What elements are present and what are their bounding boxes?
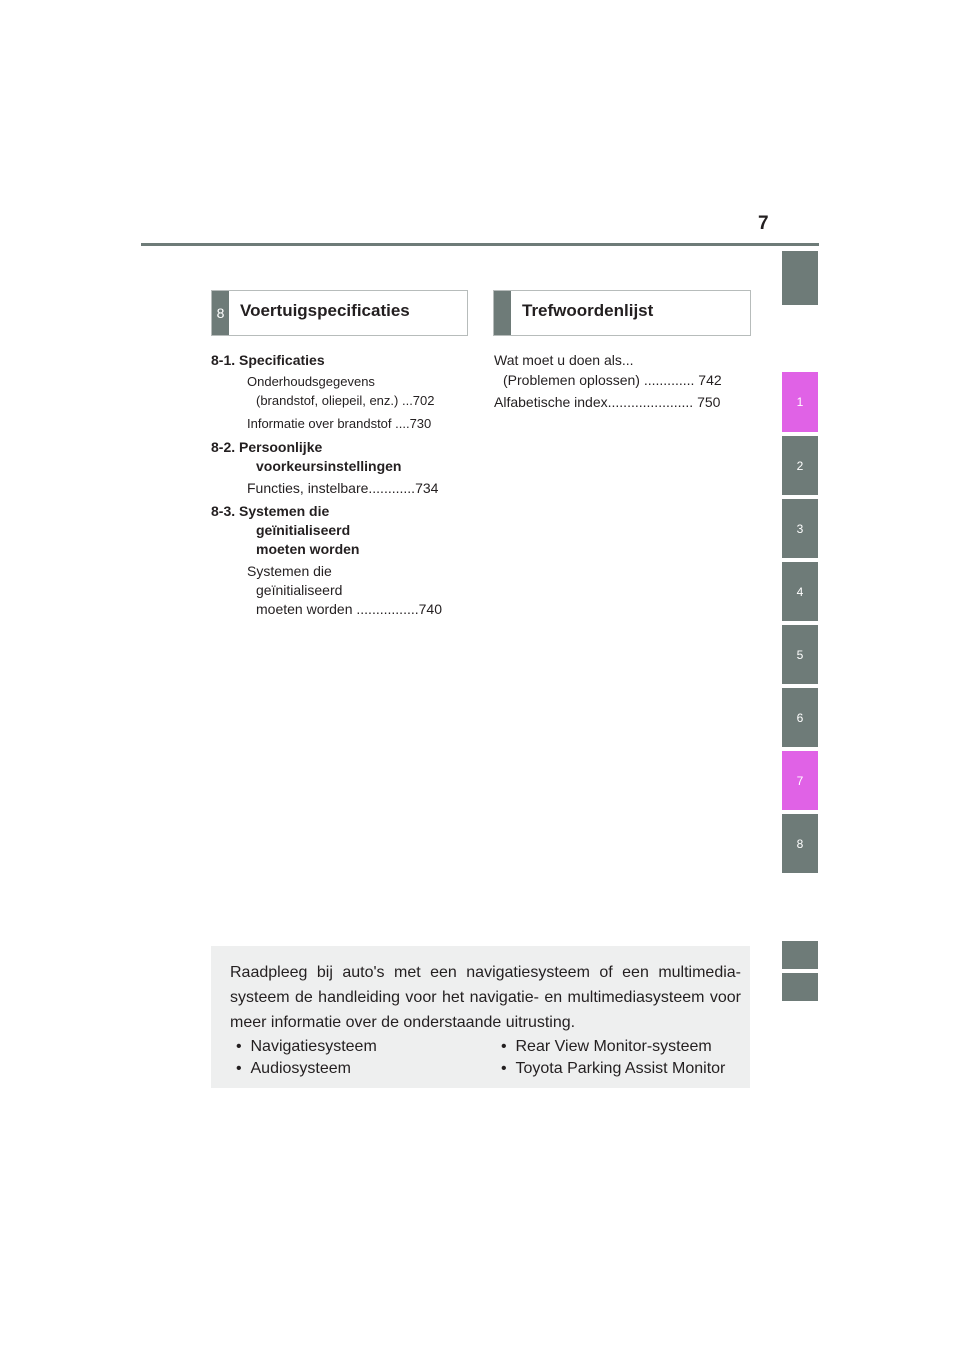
notice-text: Raadpleeg bij auto's met een navigatiesysteem of een multimedia-systeem de handleiding voor het navigatie- en multimediasysteem voor meer informatie over de onderstaande uitrusting. <box>230 964 741 1031</box>
chapter-tab-3[interactable]: 3 <box>782 499 818 558</box>
chapter-tab-8[interactable]: 8 <box>782 814 818 873</box>
bullet-item: • Audiosysteem <box>236 1060 351 1077</box>
toc-item-functies[interactable]: Functies, instelbare............734 <box>247 480 439 496</box>
top-rule <box>141 243 819 246</box>
toc-chapter-8-3[interactable]: 8-3. Systemen die <box>211 503 330 519</box>
toc-item-onderhoudsgegevens[interactable]: Onderhoudsgegevens <box>247 374 375 389</box>
chapter-tab-blank-top[interactable] <box>782 251 818 305</box>
toc-item-systemen-cont1: geïnitialiseerd <box>256 582 343 598</box>
chapter-tab-blank-b[interactable] <box>782 973 818 1001</box>
section-title: Trefwoordenlijst <box>522 301 654 320</box>
toc-chapter-8-2-cont: voorkeursinstellingen <box>256 458 402 474</box>
page-number: 7 <box>758 213 769 234</box>
toc-item-systemen-cont2: moeten worden ................740 <box>256 601 442 617</box>
chapter-tab-6[interactable]: 6 <box>782 688 818 747</box>
toc-item-onderhoudsgegevens-cont[interactable]: (brandstof, oliepeil, enz.) ...702 <box>256 393 435 408</box>
toc-chapter-8-1[interactable]: 8-1. Specificaties <box>211 352 325 368</box>
toc-item-alfabetische-index[interactable]: Alfabetische index...................... 750 <box>494 394 721 410</box>
section-title: Voertuigspecificaties <box>240 301 410 320</box>
toc-column-left <box>211 352 461 622</box>
chapter-tab-1[interactable]: 1 <box>782 372 818 432</box>
chapter-tab-4[interactable]: 4 <box>782 562 818 621</box>
section-marker <box>494 291 511 335</box>
toc-item-informatie-brandstof[interactable]: Informatie over brandstof ....730 <box>247 416 432 431</box>
toc-item-systemen[interactable]: Systemen die <box>247 563 332 579</box>
section-header-voertuigspecificaties <box>211 290 468 336</box>
toc-chapter-8-3-cont1: geïnitialiseerd <box>256 522 351 538</box>
chapter-tab-blank-a[interactable] <box>782 941 818 969</box>
chapter-tab-7[interactable]: 7 <box>782 751 818 810</box>
bullet-item: • Navigatiesysteem <box>236 1038 377 1055</box>
bullet-item: • Rear View Monitor-systeem <box>501 1038 712 1055</box>
section-number: 8 <box>212 291 229 335</box>
toc-column-right <box>494 352 749 422</box>
toc-chapter-8-2[interactable]: 8-2. Persoonlijke <box>211 439 323 455</box>
toc-chapter-8-3-cont2: moeten worden <box>256 541 360 557</box>
toc-item-wat-moet-u-doen[interactable]: Wat moet u doen als... <box>494 352 634 368</box>
bullet-item: • Toyota Parking Assist Monitor <box>501 1060 726 1077</box>
toc-item-wat-moet-u-doen-cont: (Problemen oplossen) ............. 742 <box>503 372 722 388</box>
notice-box <box>211 946 750 1088</box>
chapter-tab-5[interactable]: 5 <box>782 625 818 684</box>
chapter-tab-2[interactable]: 2 <box>782 436 818 495</box>
section-header-trefwoordenlijst <box>493 290 751 336</box>
